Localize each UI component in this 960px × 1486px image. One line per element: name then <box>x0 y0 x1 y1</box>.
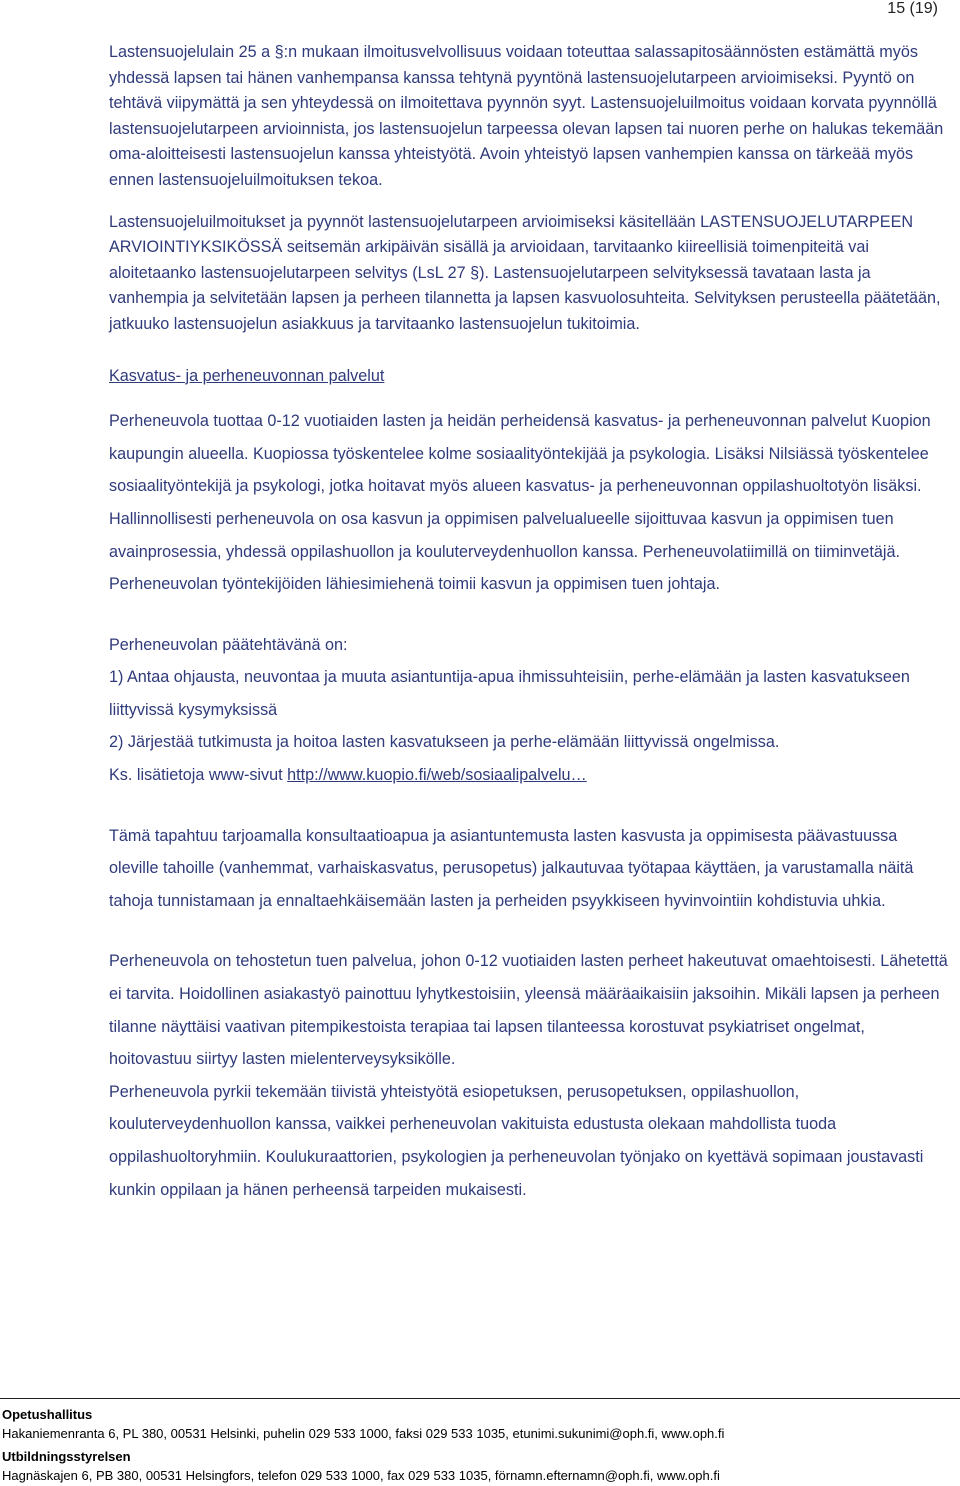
list-item-task-1: 1) Antaa ohjausta, neuvontaa ja muuta asiantuntija-apua ihmissuhteisiin, perhe-elämään ja lasten kasvatukseen liittyvissä kysymyksissä <box>109 668 910 719</box>
paragraph-intensive-support: Perheneuvola on tehostetun tuen palvelua, johon 0-12 vuotiaiden lasten perheet hakeutuvat omaehtoisesti. Lähetettä ei tarvita. Hoidollinen asiakastyö painottuu lyhytkestoisiin, yleensä määräaikaisiin jaksoihin. Mikäli lapsen ja perheen tilanne näyttäisi vaativan pitempikestoista terapiaa tai lapsen tilanteessa korostuvat psykiatriset ongelmat, hoitovastuu siirtyy lasten mielenterveysyksikölle. <box>109 952 948 1069</box>
section-heading: Kasvatus- ja perheneuvonnan palvelut <box>109 366 385 385</box>
list-item-task-2: 2) Järjestää tutkimusta ja hoitoa lasten kasvatukseen ja perhe-elämään liittyvissä ongelmissa. <box>109 733 780 752</box>
paragraph-consultation: Tämä tapahtuu tarjoamalla konsultaatioapua ja asiantuntemusta lasten kasvusta ja oppimisesta päävastuussa oleville tahoille (vanhemmat, varhaiskasvatus, perusopetus) jalkautuvaa työtapaa käyttäen, ja varustamalla näitä tahoja tunnistamaan ja ennaltaehkäisemään lasten ja perheiden psyykkiseen hyvinvointiin kohdistuvia uhkia. <box>109 826 914 910</box>
website-link[interactable]: http://www.kuopio.fi/web/sosiaalipalvelu… <box>287 766 587 785</box>
paragraph-cooperation: Perheneuvola pyrkii tekemään tiivistä yhteistyötä esiopetuksen, perusopetuksen, oppilashuollon, kouluterveydenhuollon kanssa, vaikkei perheneuvolan vakituista edustusta olekaan mahdollista tuoda oppilashuoltoryhmiin. Koulukuraattorien, psykologien ja perheneuvolan työnjako on kyettävä sopimaan joustavasti kunkin oppilaan ja hänen perheensä tarpeiden mukaisesti. <box>109 1082 924 1199</box>
paragraph-notification-request: Lastensuojelulain 25 a §:n mukaan ilmoitusvelvollisuus voidaan toteuttaa salassapitosäännösten estämättä myös yhdessä lapsen tai hänen vanhempansa kanssa tehtynä pyyntönä lastensuojelutarpeen arvioimiseksi. Pyyntö on tehtävä viipymättä ja sen yhteydessä on ilmoitettava pyynnön syyt. Lastensuojeluilmoitus voidaan korvata pyynnöllä lastensuojelutarpeen arvioinnista, jos lastensuojelun tarpeessa olevan lapsen tai nuoren perhe on halukas tekemään oma-aloitteisesti lastensuojelun kanssa yhteistyötä. Avoin yhteistyö lapsen vanhempien kanssa on tärkeää myös ennen lastensuojeluilmoituksen tekoa. <box>109 43 944 189</box>
page-number: 15 (19) <box>887 0 938 17</box>
paragraph-family-counseling: Perheneuvola tuottaa 0-12 vuotiaiden lasten ja heidän perheidensä kasvatus- ja perheneuvonnan palvelut Kuopion kaupungin alueella. Kuopiossa työskentelee kolme sosiaalityöntekijää ja psykologia. Lisäksi Nilsiässä työskentelee sosiaalityöntekijä ja psykologi, jotka hoitavat myös alueen kasvatus- ja perheneuvonnan oppilashuoltotyön lisäksi. Hallinnollisesti perheneuvola on osa kasvun ja oppimisen palvelualueelle sijoittuvaa kasvun ja oppimisen tuen avainprosessia, yhdessä oppilashuollon ja kouluterveydenhuollon kanssa. Perheneuvolatiimillä on tiiminvetäjä. Perheneuvolan työntekijöiden lähiesimiehenä toimii kasvun ja oppimisen tuen johtaja. <box>109 412 931 594</box>
more-info-text: Ks. lisätietoja www-sivut <box>109 766 288 785</box>
footer-address-fi: Hakaniemenranta 6, PL 380, 00531 Helsinki, puhelin 029 533 1000, faksi 029 533 1035, etunimi.sukunimi@oph.fi, www.oph.fi <box>2 1426 725 1441</box>
paragraph-more-info <box>109 759 951 792</box>
footer-org-sv: Utbildningsstyrelsen <box>2 1449 131 1464</box>
paragraph-assessment-unit: Lastensuojeluilmoitukset ja pyynnöt lastensuojelutarpeen arvioimiseksi käsitellään LASTENSUOJELUTARPEEN ARVIOINTIYKSIKÖSSÄ seitsemän arkipäivän sisällä ja arvioidaan, tarvitaanko kiireellisiä toimenpiteitä vai aloitetaanko lastensuojelutarpeen selvitys (LsL 27 §). Lastensuojelutarpeen selvityksessä tavataan lasta ja vanhempia ja selvitetään lapsen ja perheen tilannetta ja lapsen kasvuolosuhteita. Selvityksen perusteella päätetään, jatkuuko lastensuojelun asiakkuus ja tarvitaanko lastensuojelun tukitoimia. <box>109 212 941 333</box>
page-content <box>109 40 951 1206</box>
page-footer <box>0 1398 960 1483</box>
paragraph-main-tasks-title: Perheneuvolan päätehtävänä on: <box>109 635 348 654</box>
footer-address-sv: Hagnäskajen 6, PB 380, 00531 Helsingfors, telefon 029 533 1000, fax 029 533 1035, förnamn.efternamn@oph.fi, www.oph.fi <box>2 1468 720 1483</box>
footer-org-fi: Opetushallitus <box>2 1407 93 1422</box>
